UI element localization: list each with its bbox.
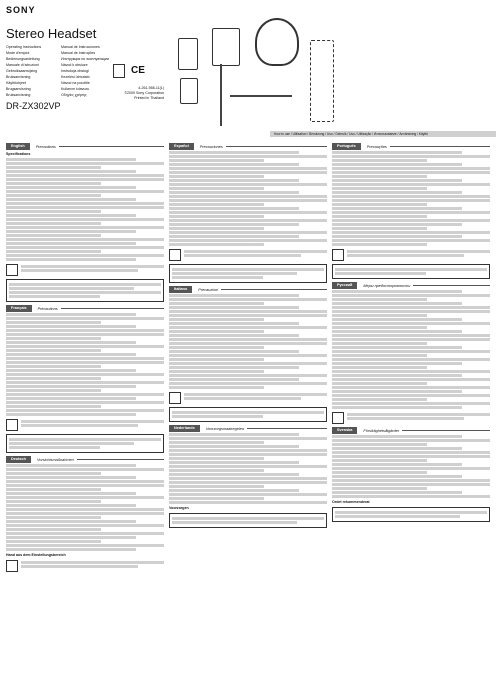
weee-icon <box>113 64 125 78</box>
callout-box <box>310 40 334 122</box>
usage-strip: How to use / Utilisation / Benutzung / Uso / Gebruik / Uso / Utilização / Использование / Användning / Käyttö <box>270 131 496 137</box>
section-portugues: Português Precauções <box>332 143 490 279</box>
player-device-icon <box>180 78 198 104</box>
phone-device-icon <box>178 38 198 70</box>
language-list: Operating Instructions Manual de instrucciones Mode d'emploi Manual de instruções Bedienungsanleitung Инструкция по эксплуатации Manuale di istruzioni Návod k obsluze Gebruiksaanwijzing Instrukcja obsługi Bruksanvisning Kezelési útmutató Käyttöohjeet Návod na použitie Brugsanvisning Kullanım kılavuzu Bruksanvisning Οδηγίες χρήσης <box>6 45 109 97</box>
caution-icon <box>6 419 18 431</box>
caution-icon <box>6 264 18 276</box>
column-3 <box>332 143 490 525</box>
headphone-cable-icon <box>212 28 240 66</box>
cable-line-2 <box>230 95 292 97</box>
section-russian: Русский Меры предосторожности <box>332 282 490 424</box>
caution-icon <box>169 249 181 261</box>
section-english: English Precautions Specifications <box>6 143 164 302</box>
column-1 <box>6 143 164 575</box>
section-svenska: Svenska Försiktighetsåtgärder Ordet rekommenderat <box>332 427 490 522</box>
section-espanol: Español Precauciones <box>169 143 327 283</box>
header <box>0 0 496 140</box>
section-nederlands: Nederlands Voorzorgsmaatregelen Voorzorgen <box>169 425 327 528</box>
section-francais: Français Précautions <box>6 305 164 453</box>
caution-icon <box>169 392 181 404</box>
model-number: DR-ZX302VP <box>6 101 61 111</box>
brand-logo: SONY <box>6 5 36 15</box>
caution-icon <box>332 412 344 424</box>
caution-icon <box>6 560 18 572</box>
caution-icon <box>332 249 344 261</box>
headphone-illustration <box>255 18 299 66</box>
cable-line <box>220 64 222 126</box>
column-2 <box>169 143 327 531</box>
product-title: Stereo Headset <box>6 26 97 41</box>
ce-mark-icon: CE <box>131 65 145 76</box>
section-italiano: Italiano Precauzioni <box>169 286 327 422</box>
section-deutsch: Deutsch Vorsichtsmaßnahmen Hand aus dem Einstellungsbereich <box>6 456 164 572</box>
print-code: 4-261-958-11(1) ©2009 Sony Corporation Printed in Thailand <box>124 86 164 100</box>
